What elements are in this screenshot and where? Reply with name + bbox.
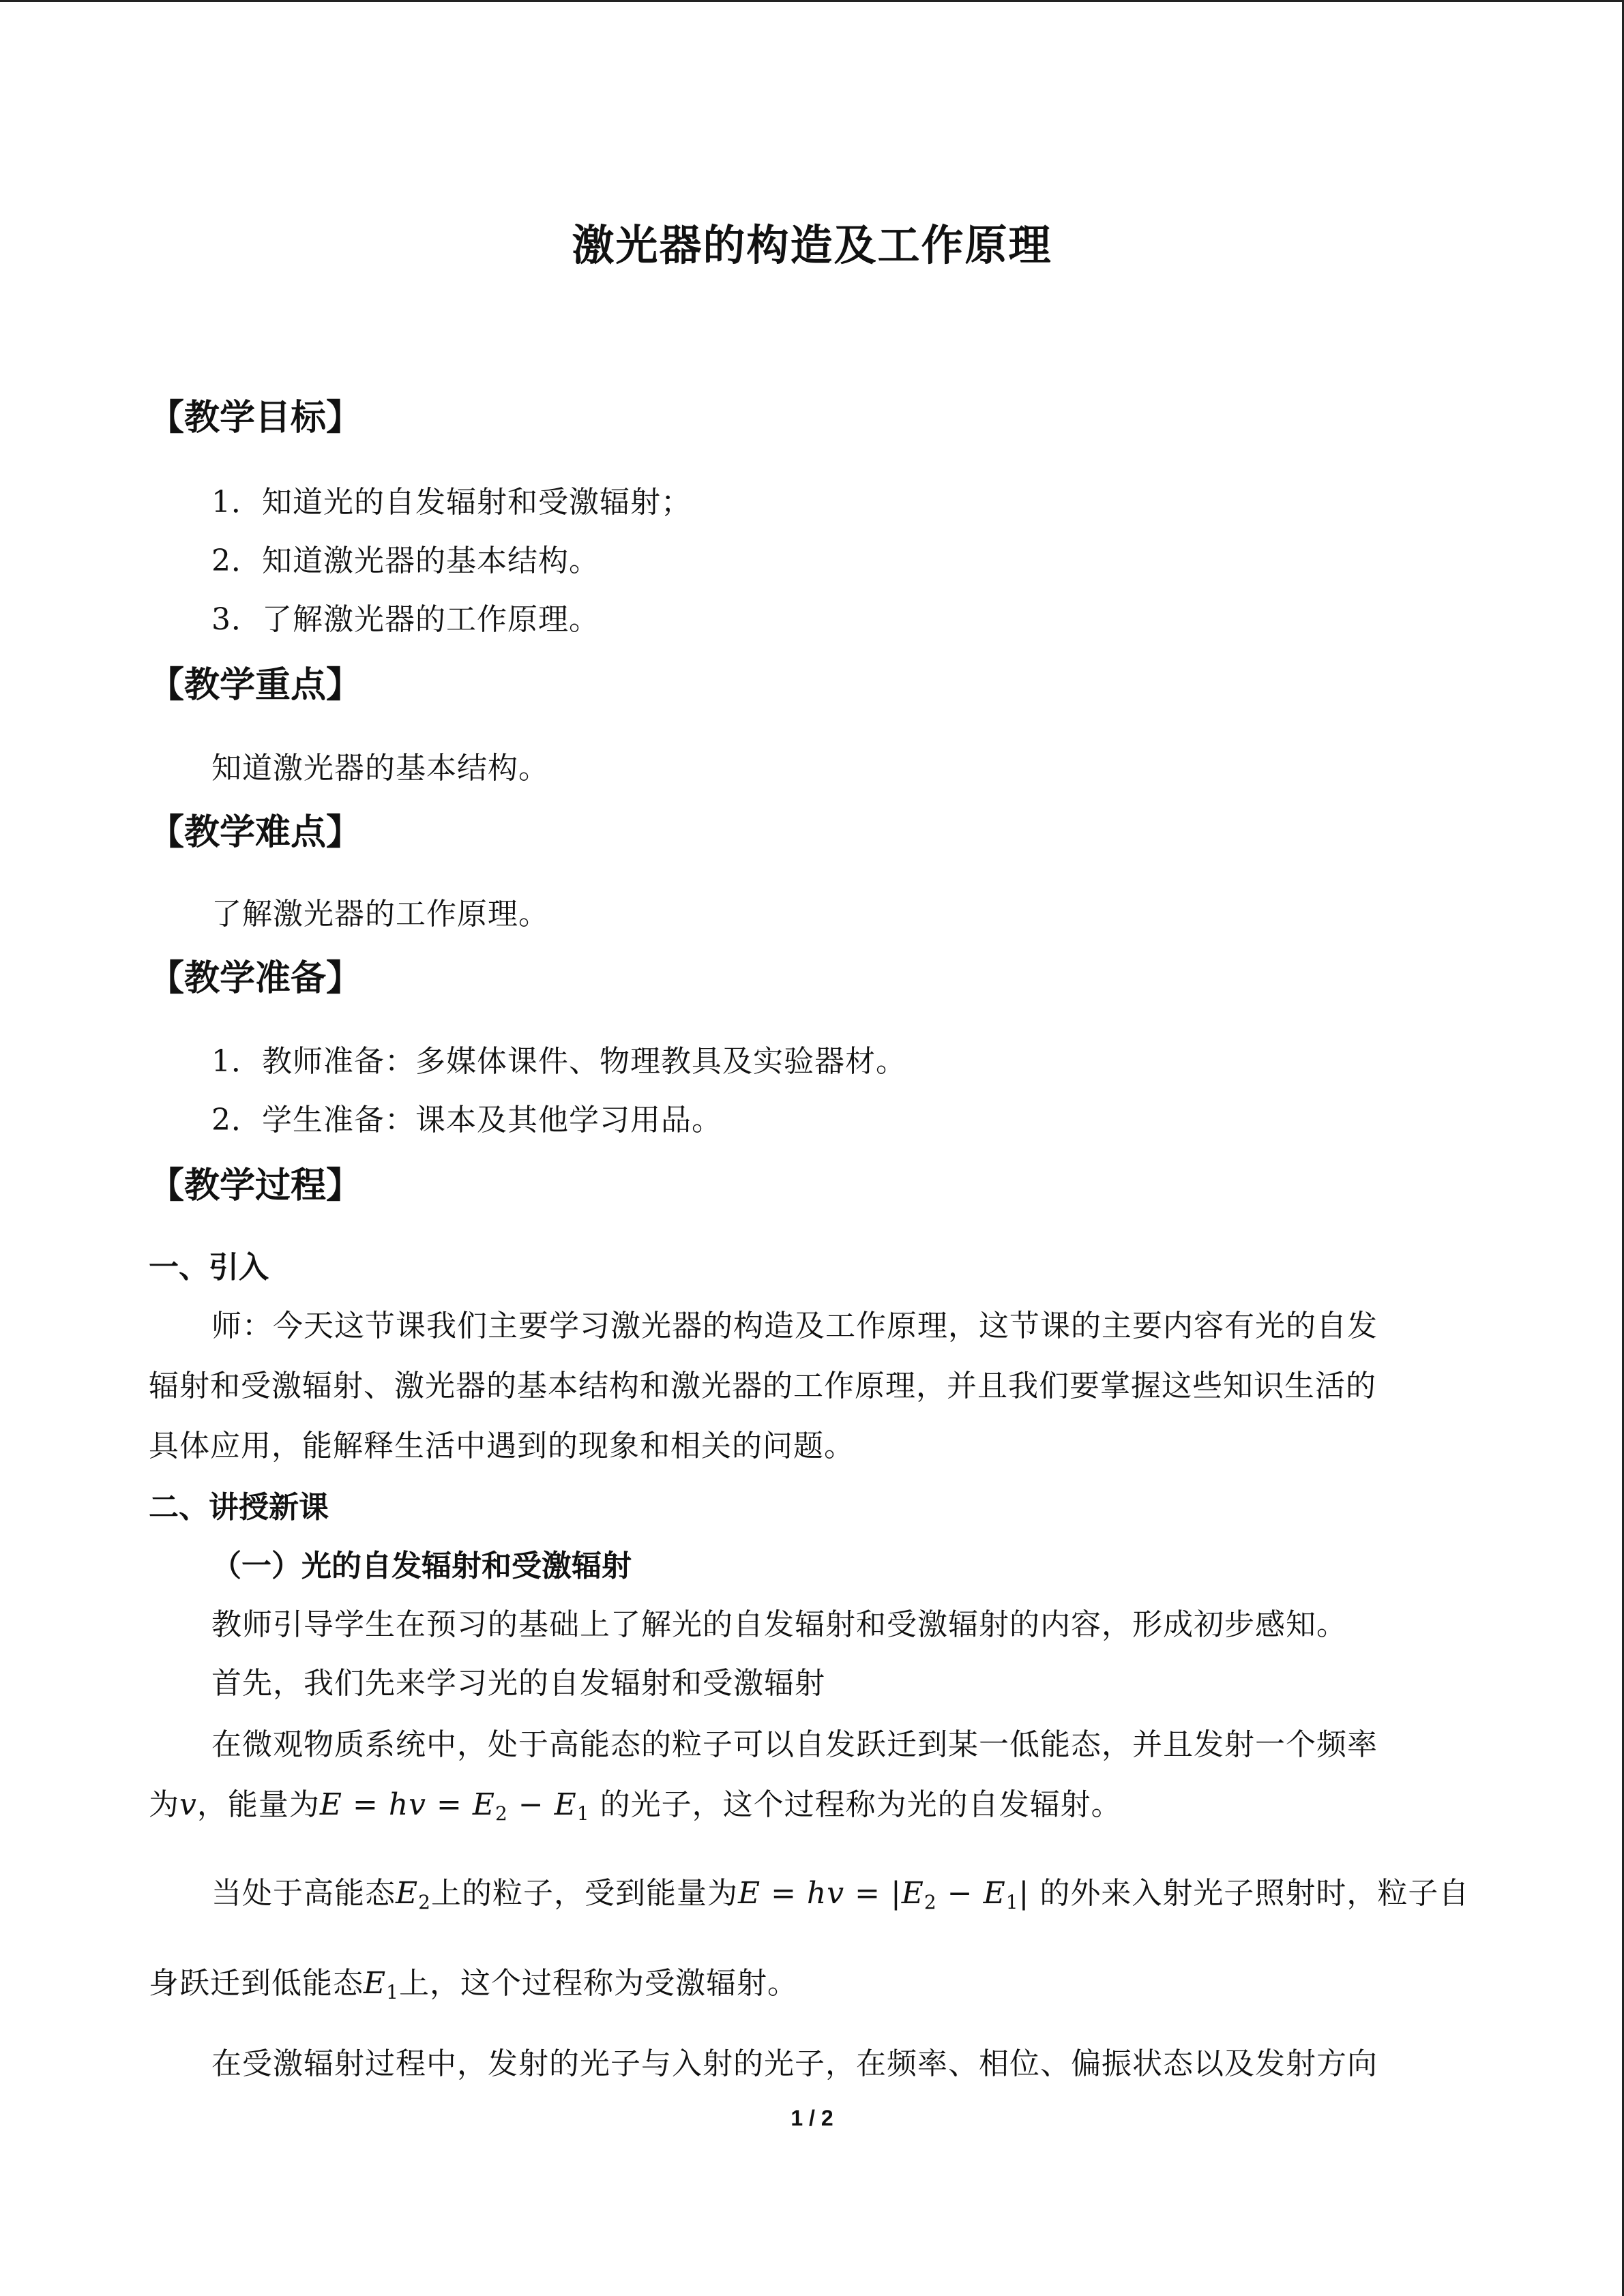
objectives-heading: 【教学目标】 [149,398,362,438]
preparation-item: 2．学生准备：课本及其他学习用品。 [211,1103,722,1137]
key-points-text: 知道激光器的基本结构。 [211,751,549,786]
text-fragment: 上的粒子，受到能量为 [430,1876,738,1911]
paragraph-line: 在微观物质系统中，处于高能态的粒子可以自发跃迁到某一低能态，并且发射一个频率 [211,1727,1378,1762]
text-fragment: 当处于高能态 [211,1876,396,1911]
paragraph-line: 在受激辐射过程中，发射的光子与入射的光子，在频率、相位、偏振状态以及发射方向 [211,2046,1378,2081]
preparation-heading: 【教学准备】 [149,958,362,999]
subsection-heading: （一）光的自发辐射和受激辐射 [211,1549,632,1583]
document-title: 激光器的构造及工作原理 [572,220,1052,270]
intro-paragraph-line: 师：今天这节课我们主要学习激光器的构造及工作原理，这节课的主要内容有光的自发 [211,1309,1378,1343]
difficulties-heading: 【教学难点】 [149,812,362,853]
paragraph: 首先，我们先来学习光的自发辐射和受激辐射 [211,1666,825,1701]
text-fragment: ，能量为 [196,1787,320,1822]
objective-item: 3．了解激光器的工作原理。 [211,602,600,637]
page-number: 1 / 2 [791,2106,833,2130]
paragraph-line-with-formula: 身跃迁到低能态$E_1$上，这个过程称为受激辐射。 [149,1966,798,2003]
text-fragment: 为 [149,1787,179,1822]
paragraph-line-with-formula: 当处于高能态$E_2$上的粒子，受到能量为E = hv = $|E_2 - E_1|$ 的外来入射光子照射时，粒子自 [211,1876,1470,1913]
energy-formula: E [737,1876,761,1911]
intro-paragraph-line: 辐射和受激辐射、激光器的基本结构和激光器的工作原理，并且我们要掌握这些知识生活的 [149,1369,1376,1403]
intro-heading: 一、引入 [149,1250,269,1285]
frequency-symbol: v [179,1787,197,1822]
intro-paragraph-line: 具体应用，能解释生活中遇到的现象和相关的问题。 [149,1429,855,1463]
preparation-item: 1．教师准备：多媒体课件、物理教具及实验器材。 [211,1044,906,1079]
process-heading: 【教学过程】 [149,1165,362,1206]
text-fragment: 上，这个过程称为受激辐射。 [398,1966,798,2001]
new-lesson-heading: 二、讲授新课 [149,1490,329,1525]
objective-item: 2．知道激光器的基本结构。 [211,543,600,578]
paragraph-line-with-formula: 为v，能量为E = hv = $E_2 - E_1$ 的光子，这个过程称为光的自发辐射。 [149,1787,1122,1825]
objective-item: 1．知道光的自发辐射和受激辐射； [211,485,692,520]
energy-formula: E [319,1787,342,1822]
text-fragment: 身跃迁到低能态 [149,1966,364,2001]
paragraph: 教师引导学生在预习的基础上了解光的自发辐射和受激辐射的内容，形成初步感知。 [211,1607,1347,1642]
difficulties-text: 了解激光器的工作原理。 [211,897,549,931]
text-fragment: 的外来入射光子照射时，粒子自 [1039,1876,1470,1911]
text-fragment: 的光子，这个过程称为光的自发辐射。 [600,1787,1122,1822]
key-points-heading: 【教学重点】 [149,665,362,706]
